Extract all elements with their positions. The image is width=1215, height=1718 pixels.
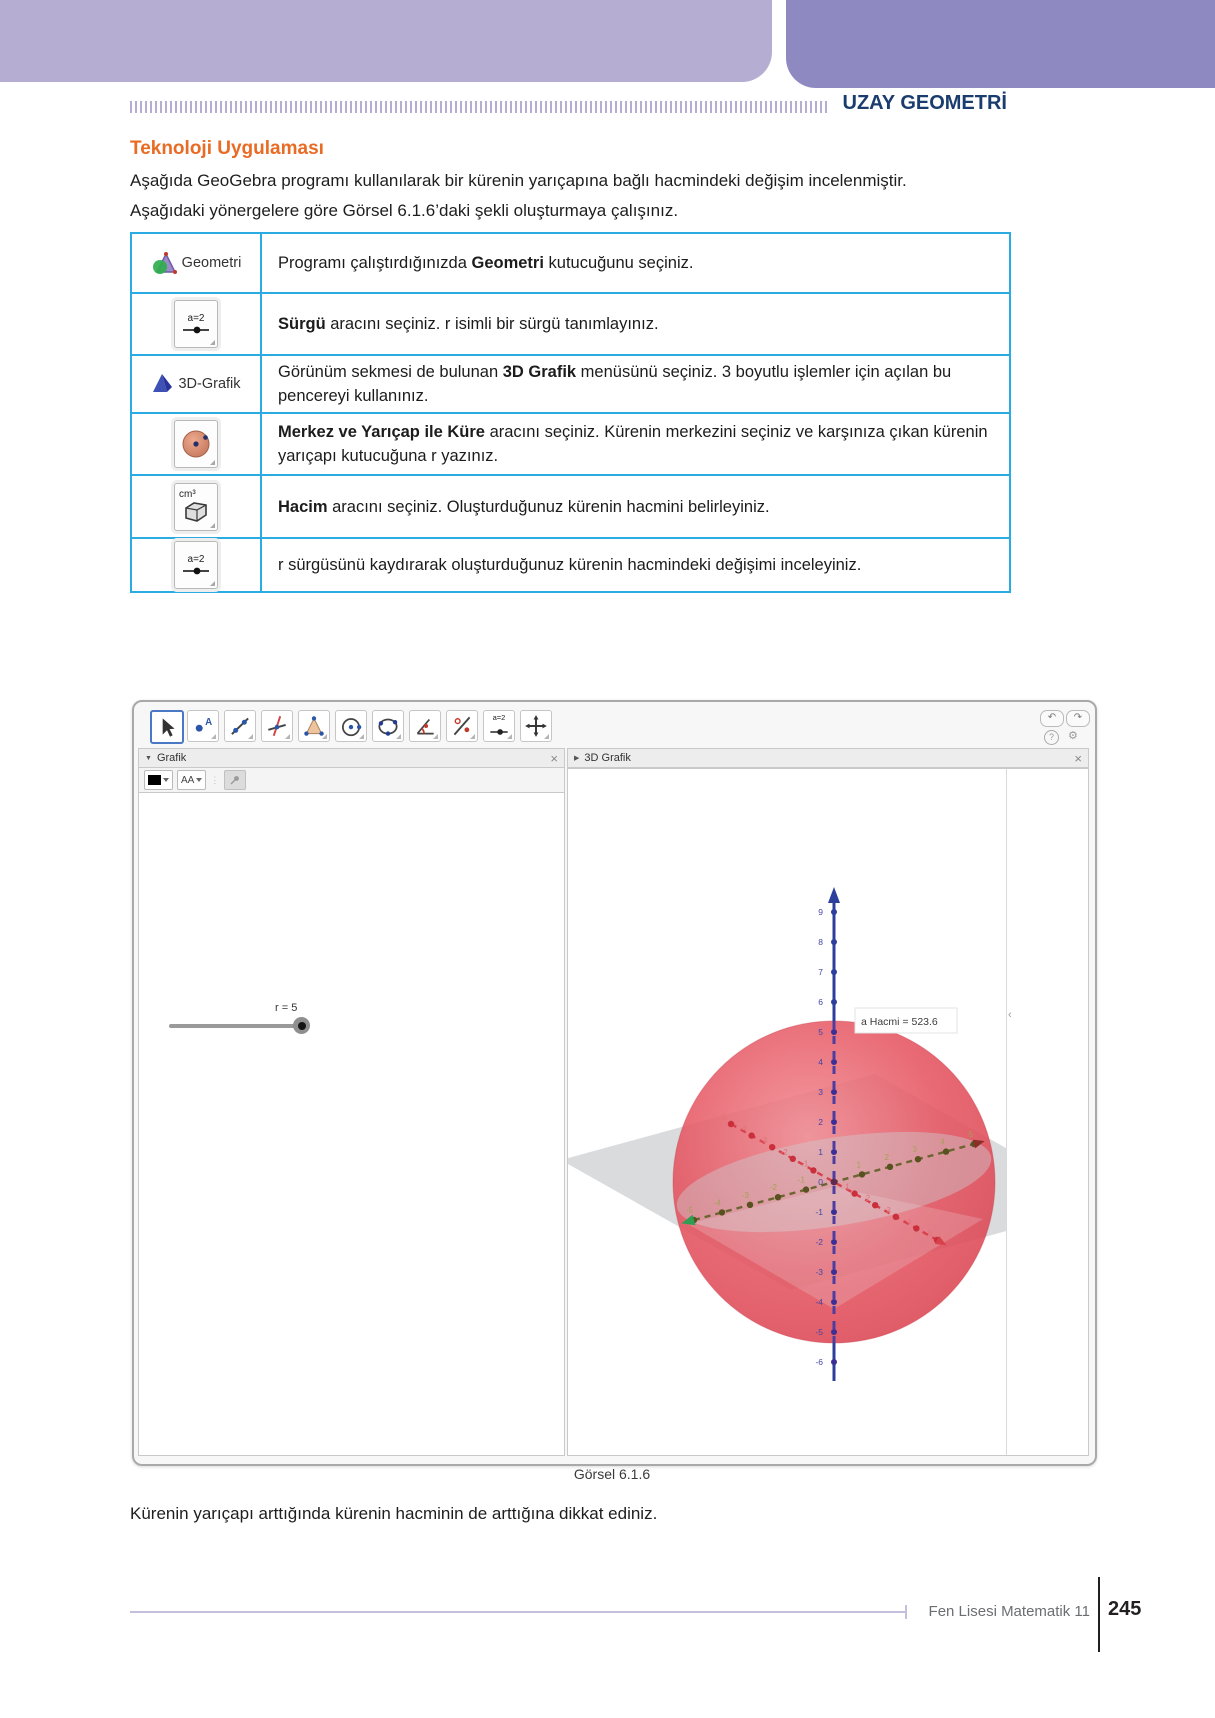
- intro-line-1: Aşağıda GeoGebra programı kullanılarak bir kürenin yarıçapına bağlı hacmindeki değişim incelenmiştir.: [130, 171, 907, 190]
- chevron-right-icon: ▶: [574, 755, 580, 762]
- 3d-grafik-panel-title: 3D Grafik: [584, 752, 631, 764]
- tool-angle-button[interactable]: [409, 710, 441, 742]
- undo-button[interactable]: [1040, 710, 1064, 727]
- svg-text:2: 2: [818, 1117, 823, 1127]
- close-icon[interactable]: ×: [550, 750, 558, 766]
- slider-tool-cell: [132, 294, 262, 354]
- svg-text:6: 6: [818, 997, 823, 1007]
- svg-text:-2: -2: [780, 1147, 788, 1157]
- dropdown-corner-icon: [210, 460, 215, 465]
- volume-icon-label: cm³: [179, 489, 196, 500]
- redo-button[interactable]: [1066, 710, 1090, 727]
- svg-text:8: 8: [818, 937, 823, 947]
- svg-text:-3: -3: [741, 1190, 749, 1200]
- svg-text:1: 1: [856, 1160, 861, 1170]
- slider-tool-label: a=2: [492, 713, 506, 722]
- geogebra-geometry-app-icon: [132, 234, 262, 292]
- svg-text:-1: -1: [801, 1159, 809, 1169]
- cursor-icon: [154, 714, 180, 740]
- svg-text:3: 3: [886, 1205, 891, 1215]
- svg-text:4: 4: [818, 1057, 823, 1067]
- dropdown-corner-icon: [433, 734, 438, 739]
- instruction-text: Sürgü aracını seçiniz. r isimli bir sürgü tanımlayınız.: [278, 315, 659, 333]
- svg-text:4: 4: [906, 1217, 912, 1227]
- sphere-tool-icon: [174, 420, 218, 468]
- tool-move-view-button[interactable]: [520, 710, 552, 742]
- page-number: 245: [1108, 1598, 1142, 1620]
- pyramid-3d-icon: [151, 372, 173, 396]
- svg-text:9: 9: [818, 907, 823, 917]
- help-button[interactable]: [1044, 730, 1059, 745]
- table-row: [132, 539, 1009, 591]
- intro-line-2: Aşağıdaki yönergelere göre Görsel 6.1.6’daki şekli oluşturmaya çalışınız.: [130, 201, 679, 220]
- 3d-graphics-cell: [132, 356, 262, 412]
- slider-track[interactable]: [169, 1024, 302, 1028]
- dropdown-corner-icon: [470, 734, 475, 739]
- svg-text:4: 4: [940, 1137, 945, 1147]
- figure-caption: Görsel 6.1.6: [573, 1466, 651, 1482]
- volume-tool-icon: [174, 483, 218, 531]
- svg-text:-6: -6: [815, 1357, 823, 1367]
- instruction-text: Hacim aracını seçiniz. Oluşturduğunuz kürenin hacmini belirleyiniz.: [278, 497, 770, 516]
- footer-book-title: Fen Lisesi Matematik 11: [928, 1603, 1090, 1620]
- svg-text:-3: -3: [815, 1267, 823, 1277]
- sphere-tool-cell: [132, 414, 262, 474]
- slider-value-label: r = 5: [275, 1002, 298, 1014]
- panel-divider: [1006, 769, 1007, 1455]
- font-style-button[interactable]: [177, 770, 206, 790]
- separator-dots: ⋮: [210, 774, 221, 785]
- svg-text:5: 5: [927, 1229, 932, 1238]
- dropdown-corner-icon: [322, 734, 327, 739]
- footer-divider: [1098, 1577, 1100, 1652]
- tool-polygon-button[interactable]: [298, 710, 330, 742]
- help-icon: ?: [1048, 732, 1054, 742]
- instruction-table: [130, 232, 1011, 593]
- intro-paragraph: [130, 166, 1020, 226]
- tool-conic-button[interactable]: [372, 710, 404, 742]
- instruction-text: r sürgüsünü kaydırarak oluşturduğunuz kürenin hacmindeki değişimi inceleyiniz.: [278, 556, 862, 574]
- header-band-dark: [786, 0, 1215, 88]
- tool-line-button[interactable]: [224, 710, 256, 742]
- style-bar: [138, 768, 565, 792]
- svg-text:5: 5: [818, 1027, 823, 1037]
- redo-icon: ↷: [1073, 712, 1083, 723]
- dropdown-corner-icon: [544, 734, 549, 739]
- svg-text:a Hacmi = 523.6: a Hacmi = 523.6: [861, 1016, 938, 1028]
- slider-icon-label: a=2: [187, 312, 205, 324]
- table-row: [132, 356, 1009, 414]
- svg-text:-2: -2: [815, 1237, 823, 1247]
- instruction-text: Merkez ve Yarıçap ile Küre aracını seçiniz. Kürenin merkezini seçiniz ve karşınıza çıkan kürenin yarıçapı kutucuğuna r yazınız.: [278, 423, 988, 465]
- svg-text:-1: -1: [815, 1207, 823, 1217]
- chevron-down-icon: ▼: [145, 754, 152, 762]
- volume-shape-icon: [181, 500, 211, 524]
- svg-text:2: 2: [884, 1152, 889, 1162]
- svg-text:-1: -1: [797, 1175, 805, 1185]
- color-swatch: [148, 775, 161, 785]
- tool-move-button[interactable]: [150, 710, 184, 744]
- dropdown-corner-icon: [211, 734, 216, 739]
- font-style-label: AA: [181, 774, 195, 786]
- svg-text:A: A: [205, 716, 213, 728]
- svg-text:-4: -4: [739, 1124, 747, 1134]
- dropdown-corner-icon: [210, 340, 215, 345]
- 3d-grafik-panel-body[interactable]: [567, 768, 1089, 1456]
- svg-text:2: 2: [865, 1194, 871, 1204]
- tool-perpendicular-button[interactable]: [261, 710, 293, 742]
- grafik-panel-header[interactable]: [138, 748, 565, 768]
- section-title: Teknoloji Uygulaması: [130, 138, 324, 159]
- chapter-title: UZAY GEOMETRİ: [842, 92, 1007, 114]
- svg-text:1: 1: [818, 1147, 823, 1157]
- dropdown-corner-icon: [396, 734, 401, 739]
- tool-circle-button[interactable]: [335, 710, 367, 742]
- closing-note: Kürenin yarıçapı arttığında kürenin hacminin de arttığına dikkat ediniz.: [130, 1504, 658, 1523]
- grafik-panel-title: Grafik: [156, 752, 187, 764]
- volume-tool-cell: [132, 476, 262, 537]
- svg-text:-2: -2: [769, 1183, 777, 1193]
- pin-icon: [229, 774, 241, 786]
- table-row: [132, 476, 1009, 539]
- tool-reflect-button[interactable]: [446, 710, 478, 742]
- gear-icon: ⚙: [1068, 730, 1078, 742]
- dropdown-corner-icon: [210, 523, 215, 528]
- svg-text:-4: -4: [815, 1297, 823, 1307]
- svg-text:0: 0: [818, 1177, 823, 1187]
- table-row: [132, 414, 1009, 476]
- geometry-icon-label: Geometri: [181, 255, 242, 271]
- dropdown-arrow-icon: [163, 778, 169, 782]
- sphere-icon: [179, 427, 213, 461]
- dropdown-arrow-icon: [196, 778, 202, 782]
- dropdown-corner-icon: [210, 581, 215, 586]
- slider-icon: [180, 565, 212, 577]
- svg-text:5: 5: [968, 1130, 973, 1139]
- svg-text:7: 7: [818, 967, 823, 977]
- 3d-graphics-icon-label: 3D-Grafik: [178, 376, 241, 392]
- header-band-light: [0, 0, 772, 82]
- grafik-panel-body[interactable]: [138, 792, 565, 1456]
- svg-text:3: 3: [912, 1145, 917, 1155]
- collapse-left-icon[interactable]: ‹: [1008, 1009, 1012, 1021]
- dropdown-corner-icon: [507, 734, 512, 739]
- svg-text:-4: -4: [713, 1198, 721, 1208]
- svg-text:-3: -3: [760, 1136, 768, 1146]
- slider-icon: [180, 324, 212, 336]
- svg-text:-5: -5: [718, 1113, 726, 1122]
- geogebra-window: [132, 700, 1097, 1466]
- svg-text:-5: -5: [685, 1206, 693, 1215]
- table-row: [132, 234, 1009, 294]
- close-icon[interactable]: ×: [1074, 750, 1082, 766]
- svg-text:3: 3: [818, 1087, 823, 1097]
- svg-text:1: 1: [845, 1182, 850, 1192]
- undo-icon: ↶: [1047, 712, 1057, 723]
- table-row: [132, 294, 1009, 356]
- dropdown-corner-icon: [248, 734, 253, 739]
- 3d-scene[interactable]: [568, 769, 1006, 1457]
- dropdown-corner-icon: [359, 734, 364, 739]
- dropdown-corner-icon: [285, 734, 290, 739]
- slider-icon-label: a=2: [187, 553, 205, 565]
- tool-slider-button[interactable]: [483, 710, 515, 742]
- instruction-text: Görünüm sekmesi de bulunan 3D Grafik menüsünü seçiniz. 3 boyutlu işlemler için açılan bu pencereyi kullanınız.: [278, 363, 952, 405]
- pin-button[interactable]: [224, 770, 246, 790]
- instruction-text: Programı çalıştırdığınızda Geometri kutucuğunu seçiniz.: [278, 254, 694, 272]
- slider-knob[interactable]: [293, 1017, 310, 1034]
- color-picker-button[interactable]: [144, 770, 173, 790]
- slider-tool-cell: [132, 539, 262, 591]
- slider-tool-icon: [174, 541, 218, 589]
- tool-point-button[interactable]: [187, 710, 219, 742]
- settings-button[interactable]: [1068, 729, 1078, 742]
- slider-tool-icon: [174, 300, 218, 348]
- svg-text:-5: -5: [815, 1327, 823, 1337]
- geometry-logo-icon: [151, 250, 177, 276]
- 3d-grafik-panel-header[interactable]: [567, 748, 1089, 768]
